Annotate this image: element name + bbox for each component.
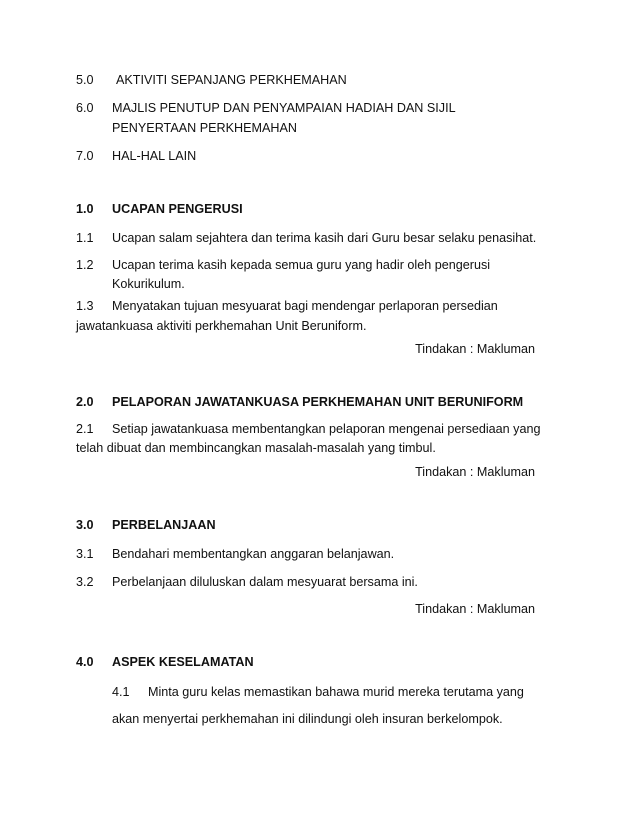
section-3-number: 3.0 [76,518,94,532]
section-4-number: 4.0 [76,655,94,669]
item-2-1-line2: telah dibuat dan membincangkan masalah-masalah yang timbul. [76,441,436,455]
item-1-3-number: 1.3 [76,299,94,313]
item-4-1-number: 4.1 [112,685,130,699]
item-2-1-line1: Setiap jawatankuasa membentangkan pelaporan mengenai persediaan yang [112,422,541,436]
agenda-6-number: 6.0 [76,101,94,115]
section-2-title: PELAPORAN JAWATANKUASA PERKHEMAHAN UNIT BERUNIFORM [112,395,524,409]
agenda-7-text: HAL-HAL LAIN [112,149,197,163]
item-1-2-line2: Kokurikulum. [112,277,185,291]
section-1-action: Tindakan : Makluman [415,342,535,356]
item-1-2-line1: Ucapan terima kasih kepada semua guru yang hadir oleh pengerusi [112,258,491,272]
item-4-1-line2: akan menyertai perkhemahan ini dilindungi oleh insuran berkelompok. [112,712,503,726]
section-3-title: PERBELANJAAN [112,518,216,532]
section-1-title: UCAPAN PENGERUSI [112,202,243,216]
section-3-action: Tindakan : Makluman [415,602,535,616]
section-2-number: 2.0 [76,395,94,409]
item-4-1-line1: Minta guru kelas memastikan bahawa murid mereka terutama yang [148,685,524,699]
section-2-action: Tindakan : Makluman [415,465,535,479]
item-2-1-number: 2.1 [76,422,94,436]
item-1-2-number: 1.2 [76,258,94,272]
agenda-5-text: AKTIVITI SEPANJANG PERKHEMAHAN [116,73,347,87]
section-4-title: ASPEK KESELAMATAN [112,655,254,669]
item-3-1-number: 3.1 [76,547,94,561]
item-3-1-text: Bendahari membentangkan anggaran belanjawan. [112,547,395,561]
agenda-6-line1: MAJLIS PENUTUP DAN PENYAMPAIAN HADIAH DAN SIJIL [112,101,456,115]
item-3-2-text: Perbelanjaan diluluskan dalam mesyuarat bersama ini. [112,575,418,589]
item-1-3-line1: Menyatakan tujuan mesyuarat bagi mendengar perlaporan persedian [112,299,498,313]
agenda-5-number: 5.0 [76,73,94,87]
agenda-6-line2: PENYERTAAN PERKHEMAHAN [112,121,297,135]
item-3-2-number: 3.2 [76,575,94,589]
item-1-1-text: Ucapan salam sejahtera dan terima kasih dari Guru besar selaku penasihat. [112,231,537,245]
item-1-1-number: 1.1 [76,231,94,245]
agenda-7-number: 7.0 [76,149,94,163]
item-1-3-line2: jawatankuasa aktiviti perkhemahan Unit Beruniform. [76,319,367,333]
section-1-number: 1.0 [76,202,94,216]
